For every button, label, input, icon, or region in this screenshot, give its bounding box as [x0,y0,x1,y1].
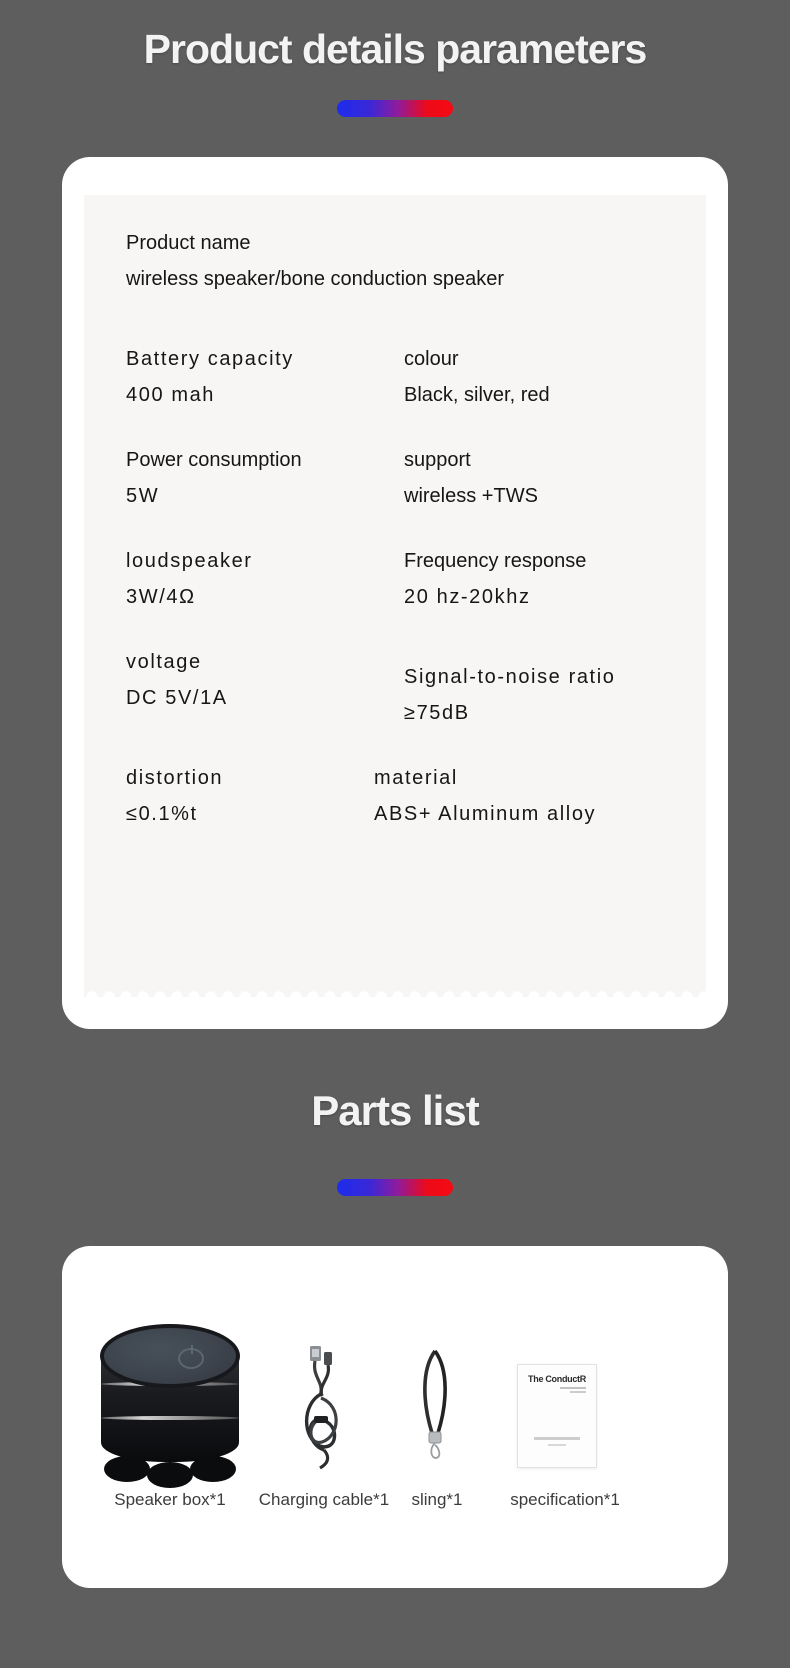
spec-label: Signal-to-noise ratio [404,666,616,688]
spec-row-distortion-material [126,760,686,832]
spec-battery-capacity [126,341,404,413]
spec-value: 3W/4Ω [126,586,196,608]
panel-scallop-edge [84,987,706,997]
spec-power-consumption [126,442,404,514]
spec-value: ≥75dB [404,702,470,724]
spec-label: Product name [126,232,251,254]
booklet-subtext-line [560,1387,586,1389]
speaker-foot [147,1462,193,1488]
specification-image [517,1364,597,1468]
spec-label: Frequency response [404,550,587,572]
spec-row-power-support [126,442,686,514]
spec-colour [404,341,686,413]
spec-label: distortion [126,767,224,789]
speaker-box-image [100,1324,240,1489]
spec-product-name [126,225,686,297]
parts-section-title: Parts list [311,1087,479,1134]
spec-row-voltage-snr [126,644,686,731]
spec-value: wireless +TWS [404,485,538,507]
speaker-top-disc [100,1324,240,1388]
speaker-foot [190,1456,236,1482]
booklet-text-line [534,1437,580,1440]
spec-value: 20 hz-20khz [404,586,531,608]
spec-support [404,442,686,514]
speaker-foot [104,1456,150,1482]
spec-label: colour [404,348,459,370]
parameters-section-title: Product details parameters [143,26,647,72]
part-label-charging-cable: Charging cable*1 [258,1490,390,1509]
spec-value: ABS+ Aluminum alloy [374,803,597,825]
booklet-text-line [548,1444,566,1446]
spec-loudspeaker [126,543,404,615]
parts-card [62,1246,728,1588]
spec-value: 5W [126,485,160,507]
gradient-divider-top [337,100,453,117]
parameters-panel [84,195,706,987]
spec-voltage [126,644,404,731]
spec-label: Battery capacity [126,348,294,370]
sling-image [408,1348,462,1462]
gradient-divider-bottom [337,1179,453,1196]
spec-label: material [374,767,458,789]
power-icon [178,1348,204,1369]
part-label-speaker-box: Speaker box*1 [114,1490,226,1509]
part-label-sling: sling*1 [411,1490,463,1509]
part-label-specification: specification*1 [510,1490,620,1509]
spec-value: 400 mah [126,384,216,406]
booklet-brand: The ConductR [528,1374,586,1384]
spec-value: ≤0.1%t [126,803,198,825]
spec-label: loudspeaker [126,550,253,572]
spec-label: voltage [126,651,202,673]
parameters-card [62,157,728,1029]
spec-frequency-response [404,543,686,615]
charging-cable-image [290,1346,354,1470]
spec-signal-to-noise [404,659,686,731]
spec-row-battery-colour [126,341,686,413]
speaker-silver-ring [101,1416,239,1420]
booklet-subtext-line [570,1391,586,1393]
spec-label: support [404,449,471,471]
spec-label: Power consumption [126,449,302,471]
spec-distortion [126,760,404,832]
spec-value: Black, silver, red [404,384,550,406]
spec-material [374,760,686,832]
spec-value: wireless speaker/bone conduction speaker [126,268,504,290]
spec-value: DC 5V/1A [126,687,228,709]
spec-row-loudspeaker-frequency [126,543,686,615]
